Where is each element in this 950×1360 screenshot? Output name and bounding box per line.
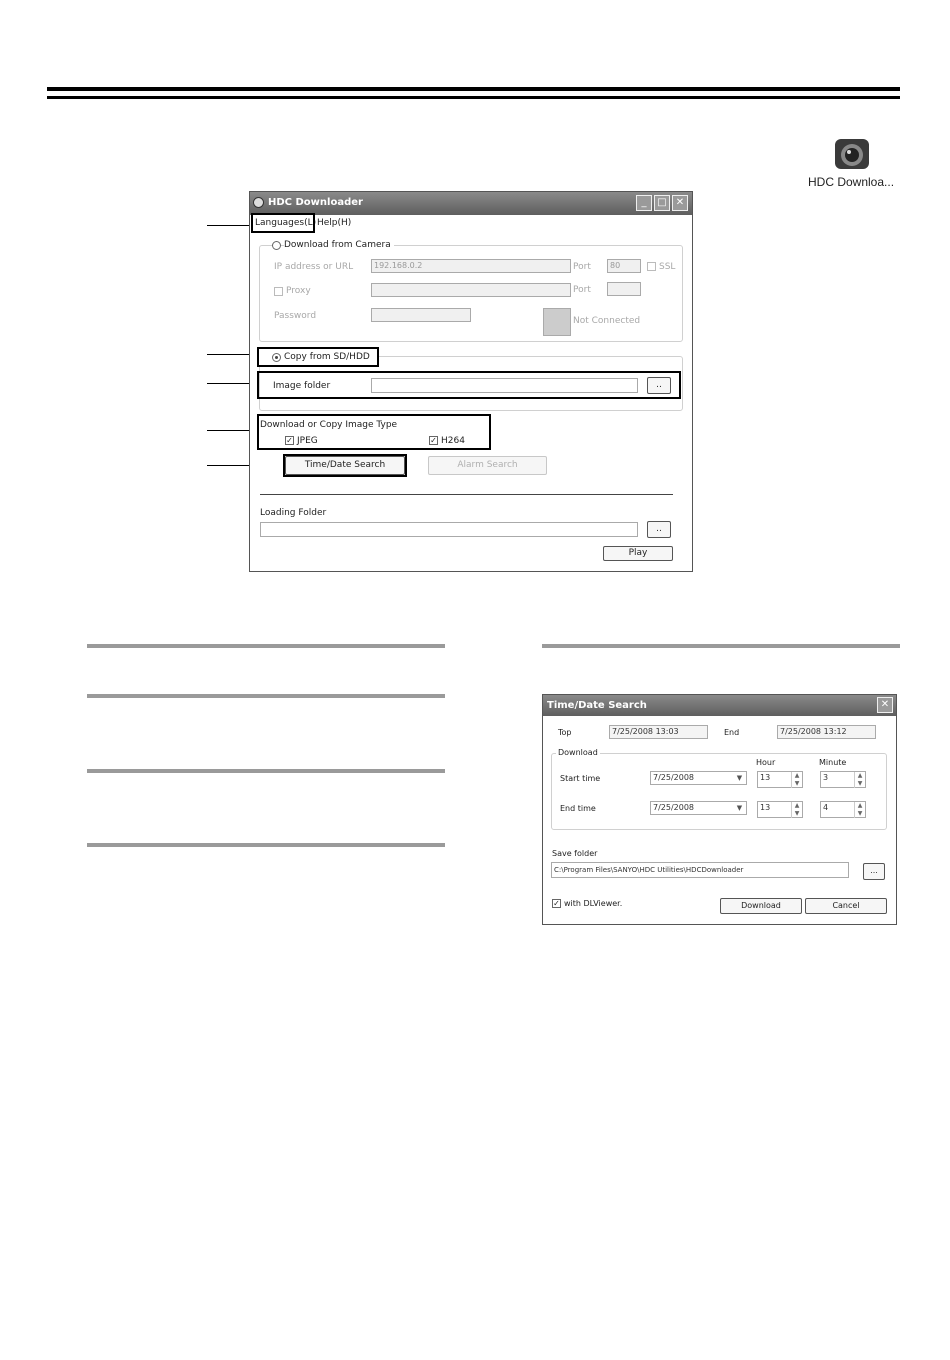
spinner-arrows-icon[interactable]: ▲ ▼ [854, 802, 865, 818]
connection-status-indicator [543, 308, 571, 336]
header-rule-thin [47, 96, 900, 99]
start-date-value: 7/25/2008 [653, 773, 695, 782]
download-from-camera-radio[interactable] [272, 241, 281, 250]
port-input[interactable]: 80 [607, 259, 641, 273]
ip-address-input[interactable]: 192.168.0.2 [371, 259, 571, 273]
header-rule-thick [47, 87, 900, 91]
play-button[interactable]: Play [603, 546, 673, 561]
maximize-icon[interactable]: □ [654, 195, 670, 211]
download-button[interactable]: Download [720, 898, 802, 914]
ip-address-label: IP address or URL [274, 262, 354, 272]
chevron-down-icon: ▼ [736, 774, 743, 782]
chevron-down-icon: ▼ [736, 804, 743, 812]
alarm-search-button[interactable]: Alarm Search [428, 456, 547, 475]
image-type-group-label: Download or Copy Image Type [260, 420, 398, 430]
download-from-camera-label: Download from Camera [284, 240, 394, 250]
start-date-select[interactable] [650, 771, 747, 785]
ssl-checkbox[interactable] [647, 262, 656, 271]
top-value-field: 7/25/2008 13:03 [609, 725, 708, 739]
section-rule-4 [87, 843, 445, 847]
end-hour-spinner[interactable] [757, 801, 803, 818]
h264-checkbox[interactable]: ✓ [430, 436, 437, 445]
end-minute-spinner[interactable] [820, 801, 866, 818]
end-value-field: 7/25/2008 13:12 [777, 725, 876, 739]
jpeg-checkbox[interactable]: ✓ [286, 436, 293, 445]
end-date-value: 7/25/2008 [653, 803, 695, 812]
loading-folder-input[interactable] [260, 522, 638, 537]
section-rule-2 [87, 694, 445, 698]
desktop-icon-label: HDC Downloa... [808, 175, 895, 189]
cancel-button[interactable]: Cancel [805, 898, 887, 914]
loading-folder-browse-button[interactable]: .. [647, 521, 671, 538]
start-hour-spinner[interactable] [757, 771, 803, 788]
password-input[interactable] [371, 308, 471, 322]
app-icon [253, 197, 264, 208]
start-minute-spinner[interactable] [820, 771, 866, 788]
section-rule-right [542, 644, 900, 648]
callout-leader-1 [207, 225, 251, 226]
close-icon[interactable]: ✕ [672, 195, 688, 211]
proxy-port-label: Port [573, 285, 591, 295]
ssl-label: SSL [659, 262, 676, 272]
jpeg-label: JPEG [297, 436, 318, 446]
section-rule-3 [87, 769, 445, 773]
spinner-arrows-icon[interactable]: ▲ ▼ [791, 802, 802, 818]
with-dlviewer-checkbox[interactable]: ✓ [553, 899, 560, 908]
end-label: End [724, 728, 740, 737]
port-label: Port [573, 262, 591, 272]
top-label: Top [558, 728, 572, 737]
start-hour-value: 13 [760, 773, 771, 782]
image-folder-label: Image folder [273, 381, 331, 391]
minimize-icon[interactable]: _ [636, 195, 652, 211]
end-time-label: End time [560, 804, 596, 813]
camera-icon [834, 138, 870, 170]
save-folder-browse-button[interactable]: ... [863, 863, 885, 880]
start-time-label: Start time [560, 774, 601, 783]
h264-label: H264 [441, 436, 465, 446]
loading-folder-label: Loading Folder [260, 508, 327, 518]
with-dlviewer-label: with DLViewer. [564, 899, 623, 908]
save-folder-input[interactable]: C:\Program Files\SANYO\HDC Utilities\HDCDownloader [551, 862, 849, 878]
dialog-titlebar [543, 695, 896, 716]
image-folder-browse-button[interactable]: .. [647, 377, 671, 394]
time-date-search-dialog [542, 694, 897, 925]
callout-box-copy-radio [257, 347, 379, 367]
proxy-input[interactable] [371, 283, 571, 297]
connection-status-label: Not Connected [573, 316, 641, 326]
end-date-select[interactable] [650, 801, 747, 815]
end-minute-value: 4 [823, 803, 829, 812]
proxy-label: Proxy [286, 286, 311, 296]
hour-label: Hour [756, 758, 776, 767]
dialog-title: Time/Date Search [547, 700, 647, 711]
callout-box-time-date [283, 454, 407, 477]
callout-box-image-folder [257, 371, 681, 399]
dialog-close-icon[interactable]: ✕ [877, 697, 893, 713]
proxy-port-input[interactable] [607, 282, 641, 296]
download-group-label: Download [558, 748, 598, 757]
window-titlebar [250, 192, 692, 215]
separator [260, 494, 673, 495]
callout-box-menu [251, 213, 315, 233]
start-minute-value: 3 [823, 773, 829, 782]
window-title: HDC Downloader [268, 197, 363, 208]
end-hour-value: 13 [760, 803, 771, 812]
minute-label: Minute [819, 758, 847, 767]
password-label: Password [274, 311, 317, 321]
save-folder-label: Save folder [552, 849, 598, 858]
section-rule-1 [87, 644, 445, 648]
proxy-checkbox[interactable] [274, 287, 283, 296]
spinner-arrows-icon[interactable]: ▲ ▼ [854, 772, 865, 788]
copy-from-sd-hdd-label: Copy from SD/HDD [284, 352, 370, 362]
spinner-arrows-icon[interactable]: ▲ ▼ [791, 772, 802, 788]
callout-box-image-type [257, 414, 491, 450]
menu-languages[interactable]: Languages(L) [255, 218, 317, 228]
time-date-search-button[interactable]: Time/Date Search [285, 456, 405, 475]
menu-help[interactable]: Help(H) [317, 218, 352, 228]
